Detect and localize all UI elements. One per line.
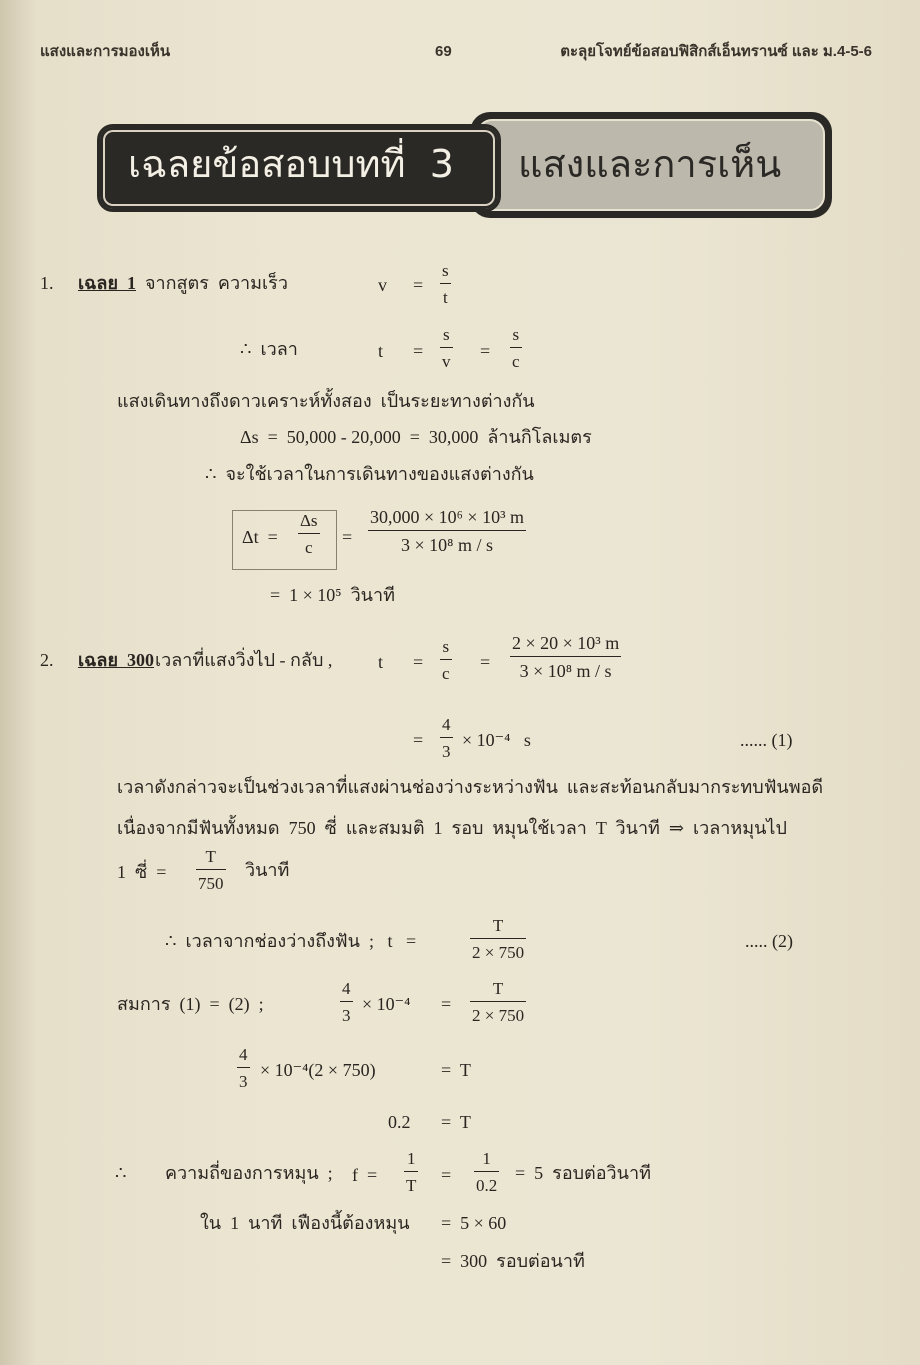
q2-eq: = bbox=[413, 652, 424, 672]
q1-eq: = bbox=[413, 275, 424, 295]
q1-answer: เฉลย 1 bbox=[78, 273, 136, 293]
q2-para1: เวลาดังกล่าวจะเป็นช่วงเวลาที่แสงผ่านช่องว่างระหว่างฟัน และสะท้อนกลับมากระทบฟันพอดี bbox=[117, 777, 824, 797]
q2-seconds: วินาที bbox=[245, 860, 290, 880]
q2-eq3: = bbox=[413, 730, 424, 750]
q2-freq-label: ความถี่ของการหมุน ; bbox=[165, 1163, 333, 1183]
fraction-s-over-v: $\frac{s}{v}$ bbox=[442, 325, 451, 371]
fraction-4-over-3: $\frac{4}{3}$ bbox=[442, 715, 451, 761]
q1-eq2: = bbox=[413, 341, 424, 361]
page-number: 69 bbox=[435, 43, 452, 60]
q2-times-pow2: × 10⁻⁴ bbox=[362, 994, 411, 1014]
q1-delta-s: Δs = 50,000 - 20,000 = 30,000 ล้านกิโลเมตร bbox=[240, 427, 592, 447]
q2-rps: = 5 รอบต่อวินาที bbox=[515, 1163, 651, 1183]
q1-explanation: แสงเดินทางถึงดาวเคราะห์ทั้งสอง เป็นระยะทางต่างกัน bbox=[117, 391, 535, 411]
q2-para2: เนื่องจากมีฟันทั้งหมด 750 ซี่ และสมมติ 1 รอบ หมุนใช้เวลา T วินาที ⇒ เวลาหมุนไป bbox=[117, 818, 787, 838]
q1-therefore-text: ∴ จะใช้เวลาในการเดินทางของแสงต่างกัน bbox=[205, 464, 534, 484]
q2-equate: สมการ (1) = (2) ; bbox=[117, 994, 264, 1014]
chapter-title: เฉลยข้อสอบบทที่ 3 bbox=[128, 142, 454, 186]
running-header-left: แสงและการมองเห็น bbox=[40, 43, 171, 60]
equation-ref-1: ...... (1) bbox=[740, 730, 793, 750]
q1-number: 1. bbox=[40, 273, 54, 293]
q2-t: t bbox=[378, 652, 384, 672]
q2-zero-two: 0.2 bbox=[388, 1112, 411, 1132]
q1-eq3: = bbox=[480, 341, 491, 361]
q2-therefore: ∴ bbox=[115, 1163, 127, 1183]
fraction-s-over-c: $\frac{s}{c}$ bbox=[512, 325, 520, 371]
q1-result: = 1 × 10⁵ วินาที bbox=[270, 585, 395, 605]
q1-therefore-time: ∴ เวลา bbox=[240, 339, 298, 359]
q2-times-paren: × 10⁻⁴(2 × 750) bbox=[260, 1060, 376, 1080]
q1-v: v bbox=[378, 275, 387, 295]
fraction-s-over-c-2: $\frac{s}{c}$ bbox=[442, 637, 450, 683]
fraction-T-over-1500: $\frac{T}{2 \times 750}$ bbox=[472, 916, 525, 962]
q2-eq4: = bbox=[441, 994, 452, 1014]
fraction-4-over-3-c: $\frac{4}{3}$ bbox=[239, 1045, 248, 1091]
q2-minute: ใน 1 นาที เฟืองนี้ต้องหมุน bbox=[200, 1213, 410, 1233]
q2-answer: เฉลย 300 bbox=[78, 650, 154, 670]
fraction-s-over-t: $\frac{s}{t}$ bbox=[442, 261, 449, 307]
fraction-round-trip: $\frac{\text{2 × 20 × 10³ m}}{\text{3 × 10⁸ m / s}}$ bbox=[512, 633, 620, 681]
fraction-T-over-750: $\frac{T}{750}$ bbox=[198, 847, 224, 893]
q2-intro: เวลาที่แสงวิ่งไป - กลับ , bbox=[155, 650, 333, 670]
equation-ref-2: ..... (2) bbox=[745, 931, 793, 951]
q1-delta-t: Δt = bbox=[242, 527, 278, 547]
fraction-4-over-3-b: $\frac{4}{3}$ bbox=[342, 979, 351, 1025]
fraction-1-over-T: $\frac{1}{T}$ bbox=[406, 1149, 417, 1195]
q1-intro: จากสูตร ความเร็ว bbox=[145, 273, 288, 293]
q2-eq2: = bbox=[480, 652, 491, 672]
q2-eq5: = bbox=[441, 1165, 452, 1185]
topic-title: แสงและการเห็น bbox=[518, 142, 782, 186]
fraction-T-over-1500-b: $\frac{T}{2 \times 750}$ bbox=[472, 979, 525, 1025]
fraction-1-over-0.2: $\frac{1}{0.2}$ bbox=[476, 1149, 498, 1195]
q1-eq4: = bbox=[342, 527, 353, 547]
q2-five-times-60: = 5 × 60 bbox=[441, 1213, 507, 1233]
q2-eq-T: = T bbox=[441, 1060, 471, 1080]
q2-times-pow: × 10⁻⁴ s bbox=[462, 730, 531, 750]
fraction-delta-t-calc: $\frac{\text{30,000 × 10⁶ × 10³ m}}{\text{3 × 10⁸ m / s}}$ bbox=[370, 507, 524, 555]
running-header-right: ตะลุยโจทย์ข้อสอบฟิสิกส์เอ็นทรานซ์ และ ม.4-5-6 bbox=[560, 43, 872, 60]
q2-f-eq: f = bbox=[352, 1165, 378, 1185]
q2-eq-T2: = T bbox=[441, 1112, 471, 1132]
q1-t: t bbox=[378, 341, 384, 361]
q2-one-tooth: 1 ซี่ = bbox=[117, 862, 167, 882]
q2-number: 2. bbox=[40, 650, 54, 670]
q2-gap-time: ∴ เวลาจากช่องว่างถึงฟัน ; t = bbox=[165, 931, 417, 951]
q2-rpm: = 300 รอบต่อนาที bbox=[441, 1251, 585, 1271]
fraction-ds-over-c: $\frac{\Delta s}{c}$ bbox=[300, 511, 318, 557]
